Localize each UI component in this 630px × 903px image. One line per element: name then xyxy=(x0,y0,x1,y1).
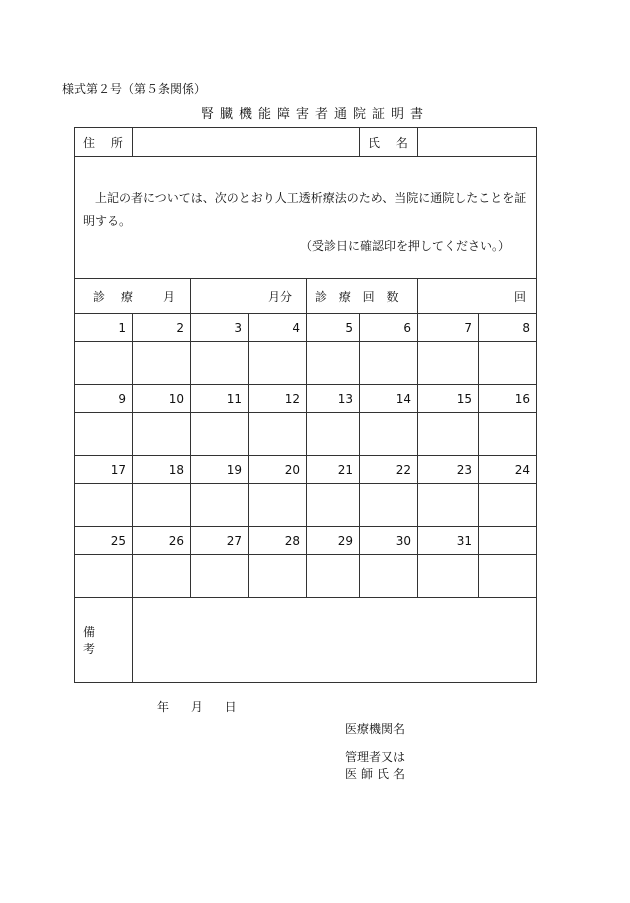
day-number: 7 xyxy=(418,314,479,342)
day-number: 2 xyxy=(133,314,191,342)
date-line: 年 月 日 xyxy=(157,700,237,714)
stamp-cell[interactable] xyxy=(191,342,249,385)
stamp-cell[interactable] xyxy=(418,342,479,385)
visit-count-field[interactable]: 回 xyxy=(418,279,537,314)
stamp-row xyxy=(75,342,537,385)
stamp-cell[interactable] xyxy=(307,413,360,456)
day-number: 31 xyxy=(418,527,479,555)
manager-label: 管理者又は xyxy=(345,750,406,764)
stamp-cell[interactable] xyxy=(479,555,537,598)
treatment-month-row xyxy=(75,279,537,314)
day-number-row xyxy=(75,527,537,555)
day-number: 28 xyxy=(249,527,307,555)
stamp-row xyxy=(75,413,537,456)
certification-text: 上記の者については、次のとおり人工透析療法のため、当院に通院したことを証明する。 xyxy=(83,191,527,228)
stamp-cell[interactable] xyxy=(75,342,133,385)
document-title: 腎臓機能障害者通院証明書 xyxy=(200,107,429,122)
certification-row xyxy=(75,157,537,279)
day-number: 13 xyxy=(307,385,360,413)
stamp-cell[interactable] xyxy=(133,342,191,385)
remarks-field[interactable] xyxy=(133,598,537,683)
stamp-cell[interactable] xyxy=(307,342,360,385)
day-number: 5 xyxy=(307,314,360,342)
certificate-table xyxy=(74,127,537,683)
day-number: 26 xyxy=(133,527,191,555)
stamp-cell[interactable] xyxy=(307,555,360,598)
day-number xyxy=(479,527,537,555)
stamp-cell[interactable] xyxy=(360,413,418,456)
stamp-cell[interactable] xyxy=(479,413,537,456)
day-number: 14 xyxy=(360,385,418,413)
stamp-cell[interactable] xyxy=(418,413,479,456)
doctor-name-label: 医師氏名 xyxy=(345,767,410,781)
stamp-cell[interactable] xyxy=(75,555,133,598)
stamp-cell[interactable] xyxy=(418,484,479,527)
day-number: 3 xyxy=(191,314,249,342)
stamp-cell[interactable] xyxy=(307,484,360,527)
day-number: 15 xyxy=(418,385,479,413)
certification-note: （受診日に確認印を押してください。） xyxy=(299,239,510,253)
day-number: 8 xyxy=(479,314,537,342)
stamp-cell[interactable] xyxy=(133,484,191,527)
stamp-cell[interactable] xyxy=(360,484,418,527)
day-number: 21 xyxy=(307,456,360,484)
visit-count-label: 診 療 回 数 xyxy=(307,279,418,314)
certification-cell xyxy=(75,157,537,279)
form-number-label: 様式第２号（第５条関係） xyxy=(62,82,207,96)
day-number: 9 xyxy=(75,385,133,413)
stamp-cell[interactable] xyxy=(133,413,191,456)
institution-label: 医療機関名 xyxy=(345,722,406,736)
remarks-row xyxy=(75,598,537,683)
stamp-cell[interactable] xyxy=(133,555,191,598)
day-number: 12 xyxy=(249,385,307,413)
day-number: 11 xyxy=(191,385,249,413)
address-label: 住 所 xyxy=(75,128,133,157)
stamp-cell[interactable] xyxy=(249,555,307,598)
stamp-cell[interactable] xyxy=(479,484,537,527)
stamp-cell[interactable] xyxy=(360,342,418,385)
remarks-label: 備 考 xyxy=(75,598,133,683)
day-number: 29 xyxy=(307,527,360,555)
day-number: 17 xyxy=(75,456,133,484)
stamp-row xyxy=(75,555,537,598)
day-number: 10 xyxy=(133,385,191,413)
day-number: 1 xyxy=(75,314,133,342)
treatment-month-field[interactable]: 月分 xyxy=(191,279,307,314)
day-number: 20 xyxy=(249,456,307,484)
stamp-cell[interactable] xyxy=(418,555,479,598)
stamp-row xyxy=(75,484,537,527)
stamp-cell[interactable] xyxy=(191,555,249,598)
day-number: 27 xyxy=(191,527,249,555)
stamp-cell[interactable] xyxy=(249,342,307,385)
day-number-row xyxy=(75,385,537,413)
day-number: 6 xyxy=(360,314,418,342)
day-number: 16 xyxy=(479,385,537,413)
day-number: 30 xyxy=(360,527,418,555)
stamp-cell[interactable] xyxy=(249,484,307,527)
day-number: 23 xyxy=(418,456,479,484)
name-field[interactable] xyxy=(418,128,537,157)
day-number: 24 xyxy=(479,456,537,484)
stamp-cell[interactable] xyxy=(75,413,133,456)
stamp-cell[interactable] xyxy=(191,413,249,456)
stamp-cell[interactable] xyxy=(479,342,537,385)
day-number: 4 xyxy=(249,314,307,342)
day-number: 19 xyxy=(191,456,249,484)
stamp-cell[interactable] xyxy=(191,484,249,527)
stamp-cell[interactable] xyxy=(75,484,133,527)
stamp-cell[interactable] xyxy=(360,555,418,598)
address-field[interactable] xyxy=(133,128,360,157)
day-number: 25 xyxy=(75,527,133,555)
day-number-row xyxy=(75,314,537,342)
address-name-row xyxy=(75,128,537,157)
day-number: 18 xyxy=(133,456,191,484)
treatment-month-label: 診 療 月 xyxy=(75,279,191,314)
day-number: 22 xyxy=(360,456,418,484)
stamp-cell[interactable] xyxy=(249,413,307,456)
name-label: 氏 名 xyxy=(360,128,418,157)
day-number-row xyxy=(75,456,537,484)
